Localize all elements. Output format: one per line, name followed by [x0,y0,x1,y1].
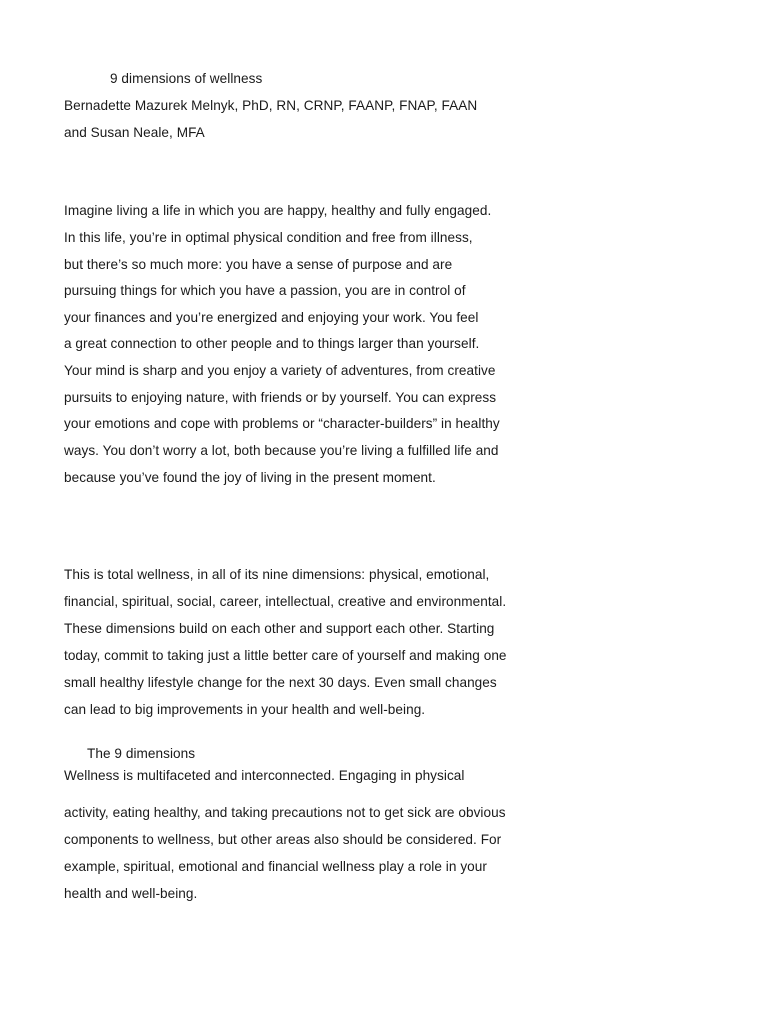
paragraph-line: but there’s so much more: you have a sense of purpose and are [64,257,453,272]
paragraph-line: Wellness is multifaceted and interconnected. Engaging in physical [64,768,465,783]
paragraph-line: your finances and you’re energized and enjoying your work. You feel [64,310,479,325]
paragraph-line: financial, spiritual, social, career, intellectual, creative and environmental. [64,594,507,609]
paragraph-line: example, spiritual, emotional and financial wellness play a role in your [64,859,487,874]
paragraph-line: These dimensions build on each other and support each other. Starting [64,621,495,636]
paragraph-line: pursuing things for which you have a passion, you are in control of [64,283,466,298]
paragraph-line: Imagine living a life in which you are happy, healthy and fully engaged. [64,203,492,218]
document-title: 9 dimensions of wellness [110,71,263,86]
section-heading: The 9 dimensions [87,746,196,761]
paragraph-line: because you’ve found the joy of living in the present moment. [64,470,436,485]
paragraph-line: your emotions and cope with problems or “character-builders” in healthy [64,416,500,431]
paragraph-line: pursuits to enjoying nature, with friends or by yourself. You can express [64,390,497,405]
paragraph-line: activity, eating healthy, and taking precautions not to get sick are obvious [64,805,506,820]
paragraph-line: health and well-being. [64,886,198,901]
paragraph-line: small healthy lifestyle change for the next 30 days. Even small changes [64,675,497,690]
paragraph-line: In this life, you’re in optimal physical condition and free from illness, [64,230,473,245]
paragraph-line: a great connection to other people and to things larger than yourself. [64,336,480,351]
paragraph-line: can lead to big improvements in your health and well-being. [64,702,426,717]
paragraph-line: today, commit to taking just a little better care of yourself and making one [64,648,507,663]
paragraph-line: ways. You don’t worry a lot, both because you’re living a fulfilled life and [64,443,499,458]
author-line: Bernadette Mazurek Melnyk, PhD, RN, CRNP, FAANP, FNAP, FAAN [64,98,478,113]
paragraph-line: Your mind is sharp and you enjoy a variety of adventures, from creative [64,363,496,378]
paragraph-line: This is total wellness, in all of its nine dimensions: physical, emotional, [64,567,490,582]
author-line: and Susan Neale, MFA [64,125,205,140]
paragraph-line: components to wellness, but other areas also should be considered. For [64,832,502,847]
